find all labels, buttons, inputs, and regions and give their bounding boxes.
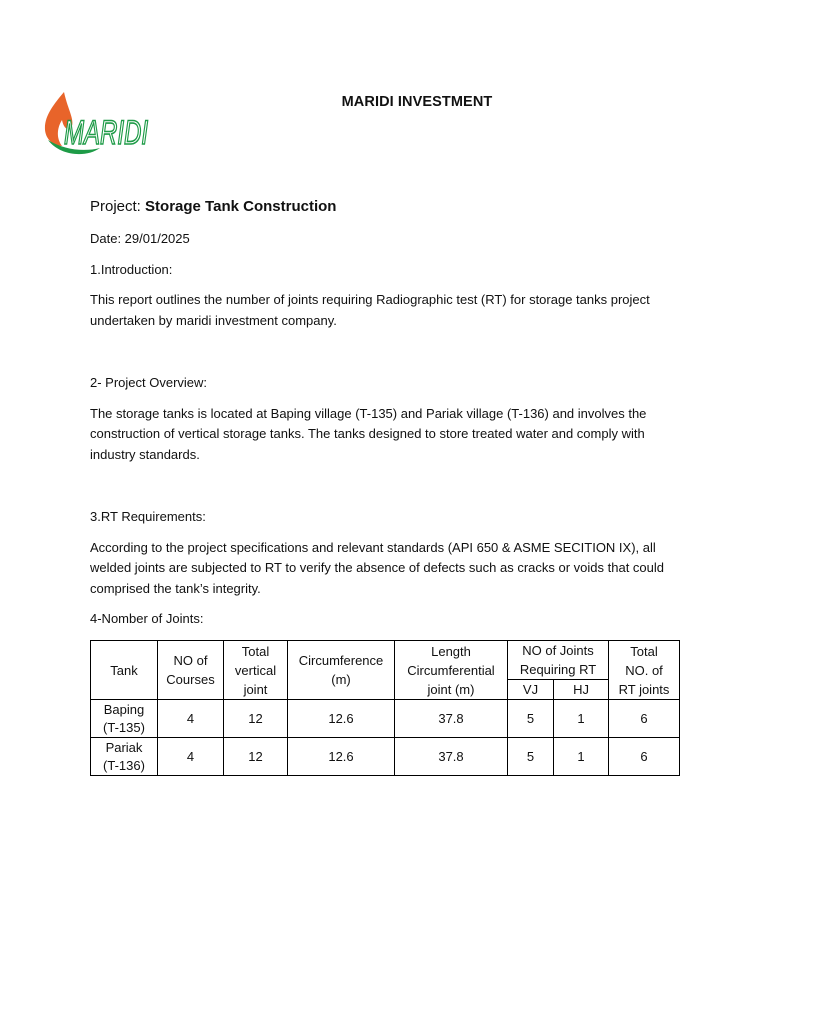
table-header-row [91, 641, 680, 680]
project-label: Project: [90, 198, 146, 215]
rt-text: According to the project specifications and relevant standards (API 650 & ASME SECITION IX), all welded joints are subjected to RT to verify the absence of defects such as cracks or voids that could comprised the tank’s integrity. [90, 539, 664, 596]
cell-courses: 4 [158, 738, 224, 776]
table-row [91, 738, 680, 776]
intro-text: This report outlines the number of joints requiring Radiographic test (RT) for storage tanks project undertaken by maridi investment company. [90, 292, 650, 328]
cell-total: 6 [609, 700, 680, 738]
header-length: Length Circumferential joint (m) [395, 641, 508, 700]
cell-vertical: 12 [224, 738, 288, 776]
header-hj: HJ [554, 680, 609, 700]
cell-total: 6 [609, 738, 680, 776]
cell-length: 37.8 [395, 738, 508, 776]
joints-heading: 4-Nomber of Joints: [90, 611, 204, 626]
logo-text: MARIDI [64, 114, 149, 152]
rt-heading: 3.RT Requirements: [90, 509, 206, 524]
cell-circumference: 12.6 [288, 738, 395, 776]
joints-table [90, 640, 680, 776]
cell-circumference: 12.6 [288, 700, 395, 738]
header-tank: Tank [91, 641, 158, 700]
intro-heading: 1.Introduction: [90, 261, 173, 277]
project-line [90, 196, 680, 218]
header-total-rt: Total NO. of RT joints [609, 641, 680, 700]
company-title: MARIDI INVESTMENT [341, 94, 493, 110]
cell-length: 37.8 [395, 700, 508, 738]
cell-tank: Pariak (T-136) [91, 738, 158, 776]
header-circumference: Circumference (m) [288, 641, 395, 700]
report-date: Date: 29/01/2025 [90, 231, 190, 246]
header-vj: VJ [508, 680, 554, 700]
overview-heading: 2- Project Overview: [90, 375, 208, 390]
cell-courses: 4 [158, 700, 224, 738]
table-row [91, 700, 680, 738]
cell-vj: 5 [508, 738, 554, 776]
header-vertical-joint: Total vertical joint [224, 641, 288, 700]
header-courses: NO of Courses [158, 641, 224, 700]
report-body [90, 196, 680, 640]
overview-text: The storage tanks is located at Baping village (T-135) and Pariak village (T-136) and involves the construction of vertical storage tanks. The tanks designed to store treated water and comply with industry standards. [90, 405, 647, 462]
project-name: Storage Tank Construction [145, 198, 337, 215]
cell-tank: Baping (T-135) [91, 700, 158, 738]
cell-hj: 1 [554, 738, 609, 776]
cell-vj: 5 [508, 700, 554, 738]
cell-hj: 1 [554, 700, 609, 738]
cell-vertical: 12 [224, 700, 288, 738]
header-requiring-rt: NO of Joints Requiring RT [508, 641, 609, 680]
